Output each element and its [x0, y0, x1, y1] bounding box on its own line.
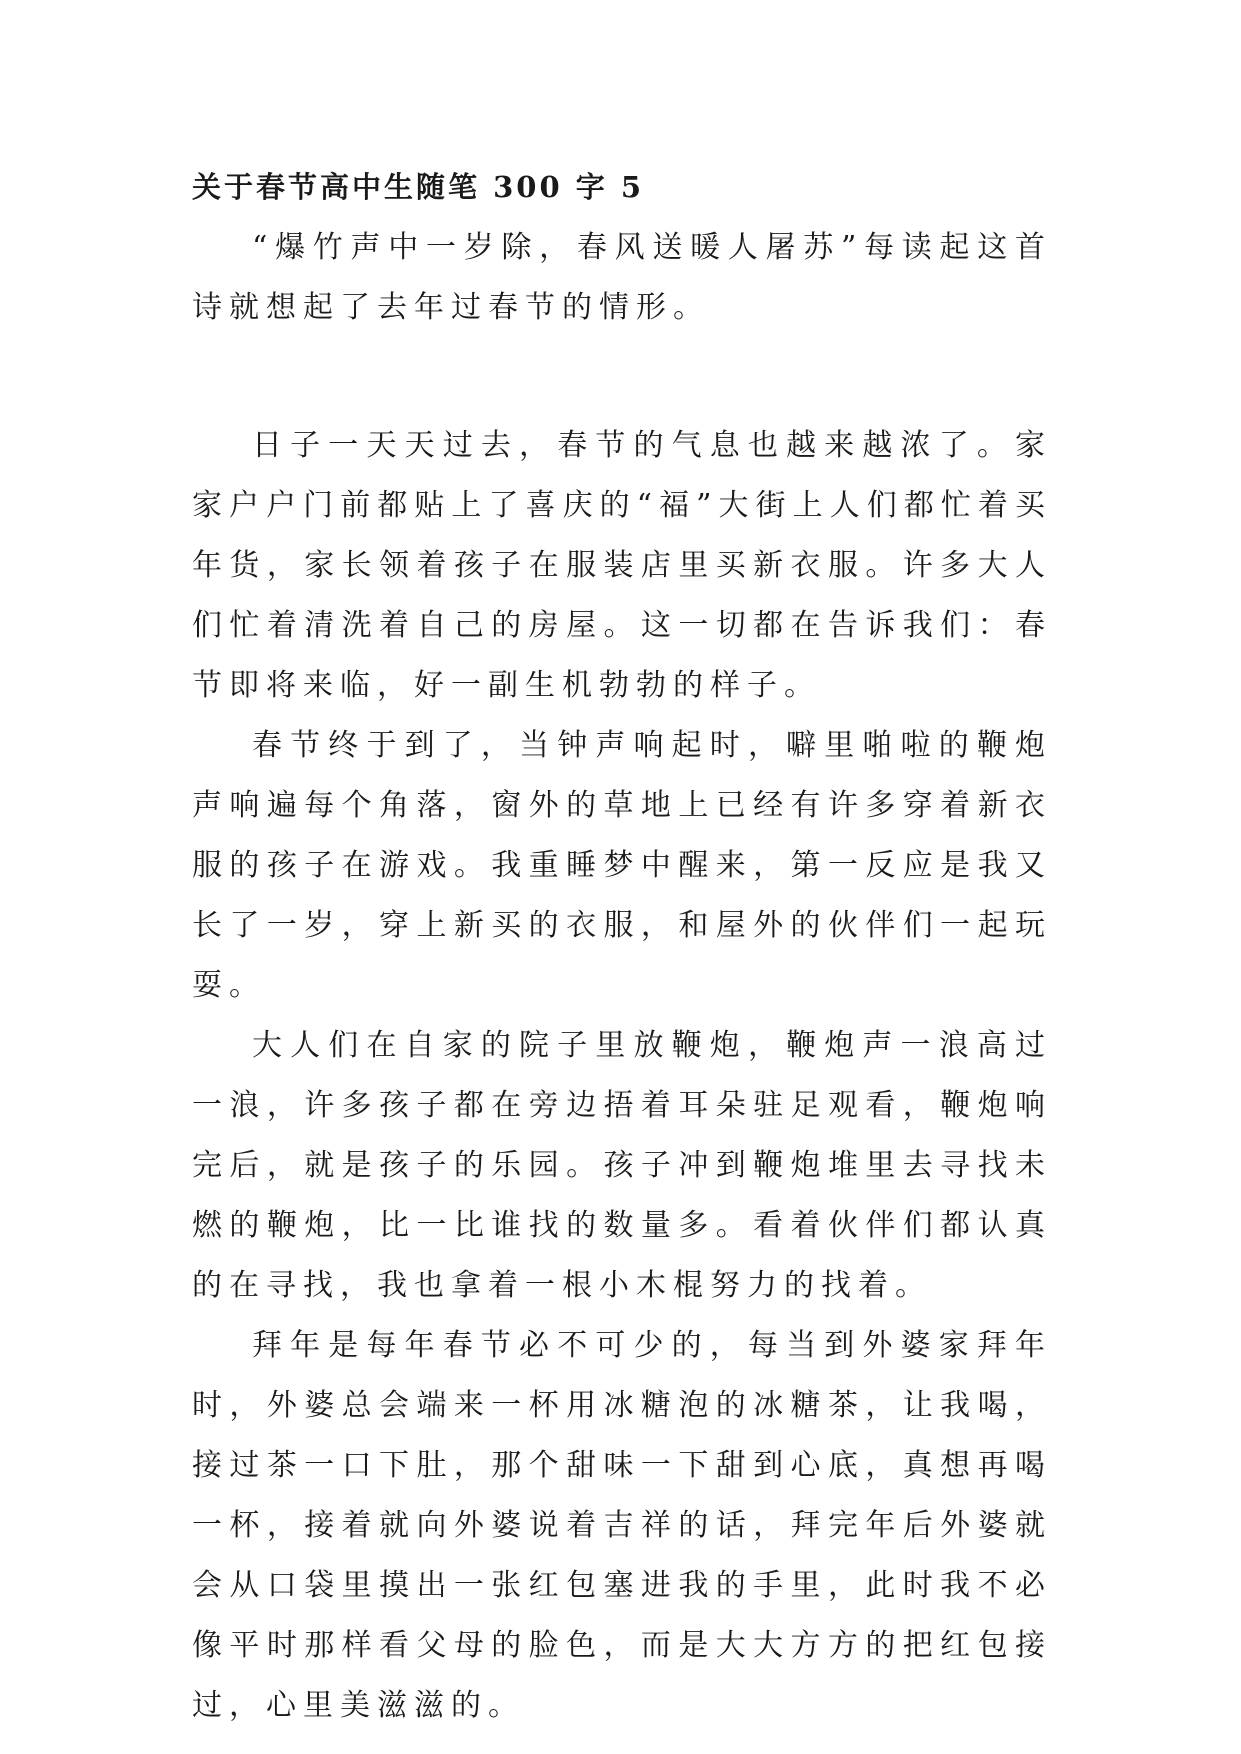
- paragraph-2: 日子一天天过去，春节的气息也越来越浓了。家家户户门前都贴上了喜庆的“福”大街上人们都忙着买年货，家长领着孩子在服装店里买新衣服。许多大人们忙着清洗着自己的房屋。这一切都在告诉我们：春节即将来临，好一副生机勃勃的样子。: [192, 428, 1052, 703]
- document-title: 关于春节高中生随笔 300 字 5: [192, 170, 645, 204]
- document-page: [192, 158, 1052, 1736]
- paragraph-3: 春节终于到了，当钟声响起时，噼里啪啦的鞭炮声响遍每个角落，窗外的草地上已经有许多穿着新衣服的孩子在游戏。我重睡梦中醒来，第一反应是我又长了一岁，穿上新买的衣服，和屋外的伙伴们一起玩耍。: [192, 728, 1052, 1003]
- paragraph-1: “爆竹声中一岁除，春风送暖人屠苏”每读起这首诗就想起了去年过春节的情形。: [192, 230, 1052, 325]
- paragraph-5: 拜年是每年春节必不可少的，每当到外婆家拜年时，外婆总会端来一杯用冰糖泡的冰糖茶，让我喝，接过茶一口下肚，那个甜味一下甜到心底，真想再喝一杯，接着就向外婆说着吉祥的话，拜完年后外婆就会从口袋里摸出一张红包塞进我的手里，此时我不必像平时那样看父母的脸色，而是大大方方的把红包接过，心里美滋滋的。: [192, 1328, 1052, 1723]
- paragraph-4: 大人们在自家的院子里放鞭炮，鞭炮声一浪高过一浪，许多孩子都在旁边捂着耳朵驻足观看，鞭炮响完后，就是孩子的乐园。孩子冲到鞭炮堆里去寻找未燃的鞭炮，比一比谁找的数量多。看着伙伴们都认真的在寻找，我也拿着一根小木棍努力的找着。: [192, 1028, 1052, 1303]
